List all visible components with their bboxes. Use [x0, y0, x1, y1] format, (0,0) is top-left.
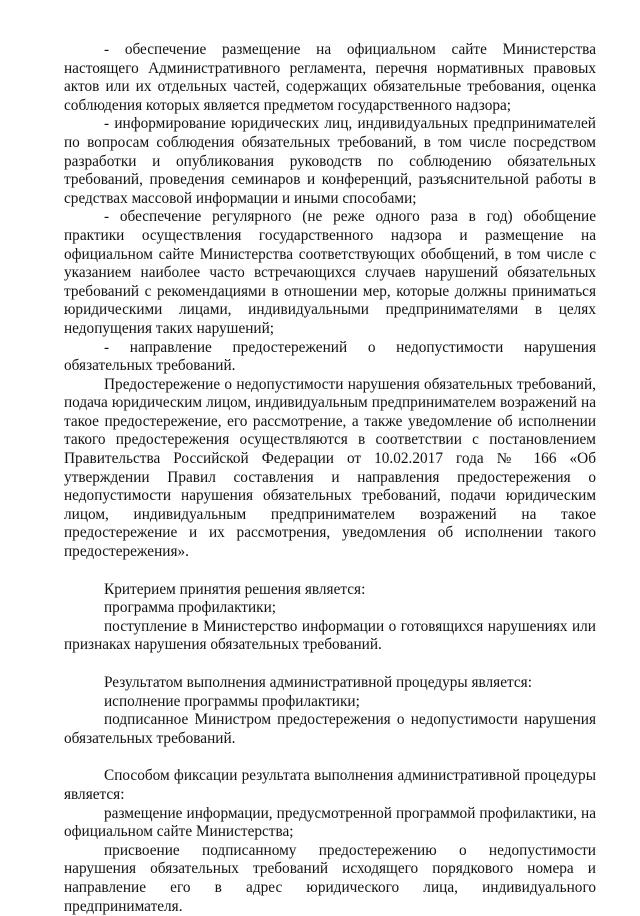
- criterion-item-information: поступление в Министерство информации о готовящихся нарушениях или признаках нарушения обязательных требований.: [64, 617, 596, 654]
- fixation-heading: Способом фиксации результата выполнения административной процедуры является:: [64, 767, 596, 803]
- fixation-item-publication: размещение информации, предусмотренной программой профилактики, на официальном сайте Министерства;: [64, 804, 596, 841]
- bullet-placement: - обеспечение размещение на официальном сайте Министерства настоящего Административного регламента, перечня нормативных правовых актов или их отдельных частей, содержащих обязательные требования, оценка соблюдения которых является предметом государственного надзора;: [64, 41, 596, 114]
- bullet-informing: - информирование юридических лиц, индивидуальных предпринимателей по вопросам соблюдения обязательных требований, в том числе посредством разработки и опубликования руководств по соблюдению обязательных требований, проведения семинаров и конференций, разъяснительной работы в средствах массовой информации и иными способами;: [64, 115, 596, 207]
- warning-procedure-paragraph: Предостережение о недопустимости нарушения обязательных требований, подача юридическим лицом, индивидуальным предпринимателем возражений на такое предостережение, его рассмотрение, а также уведомление об исполнении такого предостережения осуществляются в соответствии с постановлением Правительства Российской Федерации от 10.02.2017 года № 166 «Об утверждении Правил составления и направления предостережения о недопустимости нарушения обязательных требований, подачи юридическим лицом, индивидуальным предпринимателем возражений на такое предостережение и их рассмотрения, уведомления об исполнении такого предостережения».: [64, 375, 596, 561]
- spacer: [64, 748, 596, 767]
- bullet-warnings: - направление предостережений о недопустимости нарушения обязательных требований.: [64, 338, 596, 375]
- result-item-program: исполнение программы профилактики;: [104, 692, 360, 710]
- result-item-warning: подписанное Министром предостережения о недопустимости нарушения обязательных требований.: [64, 711, 596, 747]
- spacer: [64, 655, 596, 674]
- bullet-generalization: - обеспечение регулярного (не реже одного раза в год) обобщение практики осуществления государственного надзора и размещение на официальном сайте Министерства соответствующих обобщений, в том числе с указанием наиболее часто встречающихся случаев нарушений обязательных требований с рекомендациями в отношении мер, которые должны приниматься юридическими лицами, индивидуальными предпринимателями в целях недопущения таких нарушений;: [64, 208, 596, 337]
- document-page: [64, 41, 596, 916]
- fixation-item-numbering: присвоение подписанному предостережению о недопустимости нарушения обязательных требований исходящего порядкового номера и направление его в адрес юридического лица, индивидуального предпринимателя.: [64, 841, 596, 915]
- result-heading: Результатом выполнения административной процедуры является:: [104, 674, 532, 691]
- criterion-item-program: программа профилактики;: [104, 599, 277, 617]
- criterion-heading: Критерием принятия решения является:: [104, 580, 366, 598]
- spacer: [64, 562, 596, 581]
